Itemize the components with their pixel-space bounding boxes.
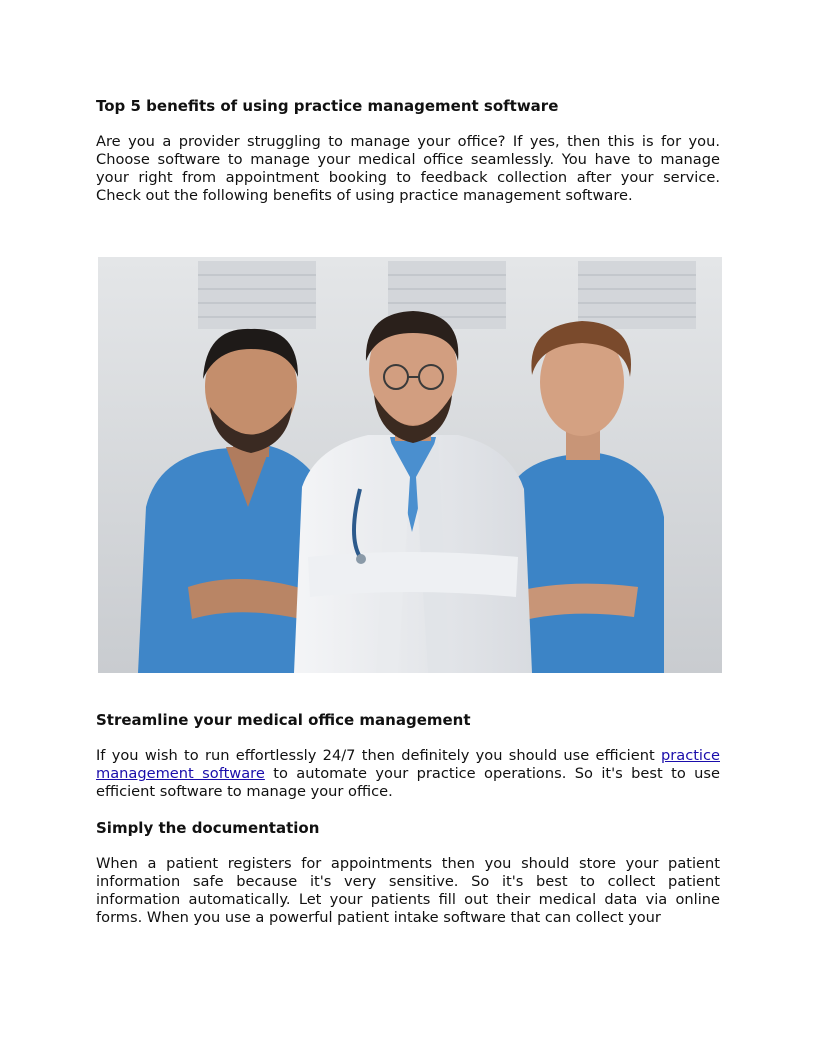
practice-management-software-link[interactable]: practice management software [96,747,720,782]
documentation-paragraph: When a patient registers for appointments then you should store your patient information safe because it's very sensitive. So it's best to collect patient information automatically. Let your patients fill out their medical data via online forms. When you use a powerful patient intake software that can collect your [96,855,720,926]
medical-staff-photo [98,257,722,673]
section-heading-documentation: Simply the documentation [96,819,320,837]
intro-paragraph: Are you a provider struggling to manage your office? If yes, then this is for you. Choose software to manage your medical office seamlessly. You have to manage your right from appointment booking to feedback collection after your service. Check out the following benefits of using practice management software. [96,133,720,204]
section-heading-streamline: Streamline your medical office management [96,711,471,729]
streamline-paragraph [96,747,720,801]
document-title: Top 5 benefits of using practice management software [96,97,559,115]
streamline-text-before-link: If you wish to run effortlessly 24/7 then definitely you should use efficient [96,747,661,764]
streamline-text-after-link: to automate your practice operations. So it's best to use efficient software to manage your office. [96,765,720,800]
